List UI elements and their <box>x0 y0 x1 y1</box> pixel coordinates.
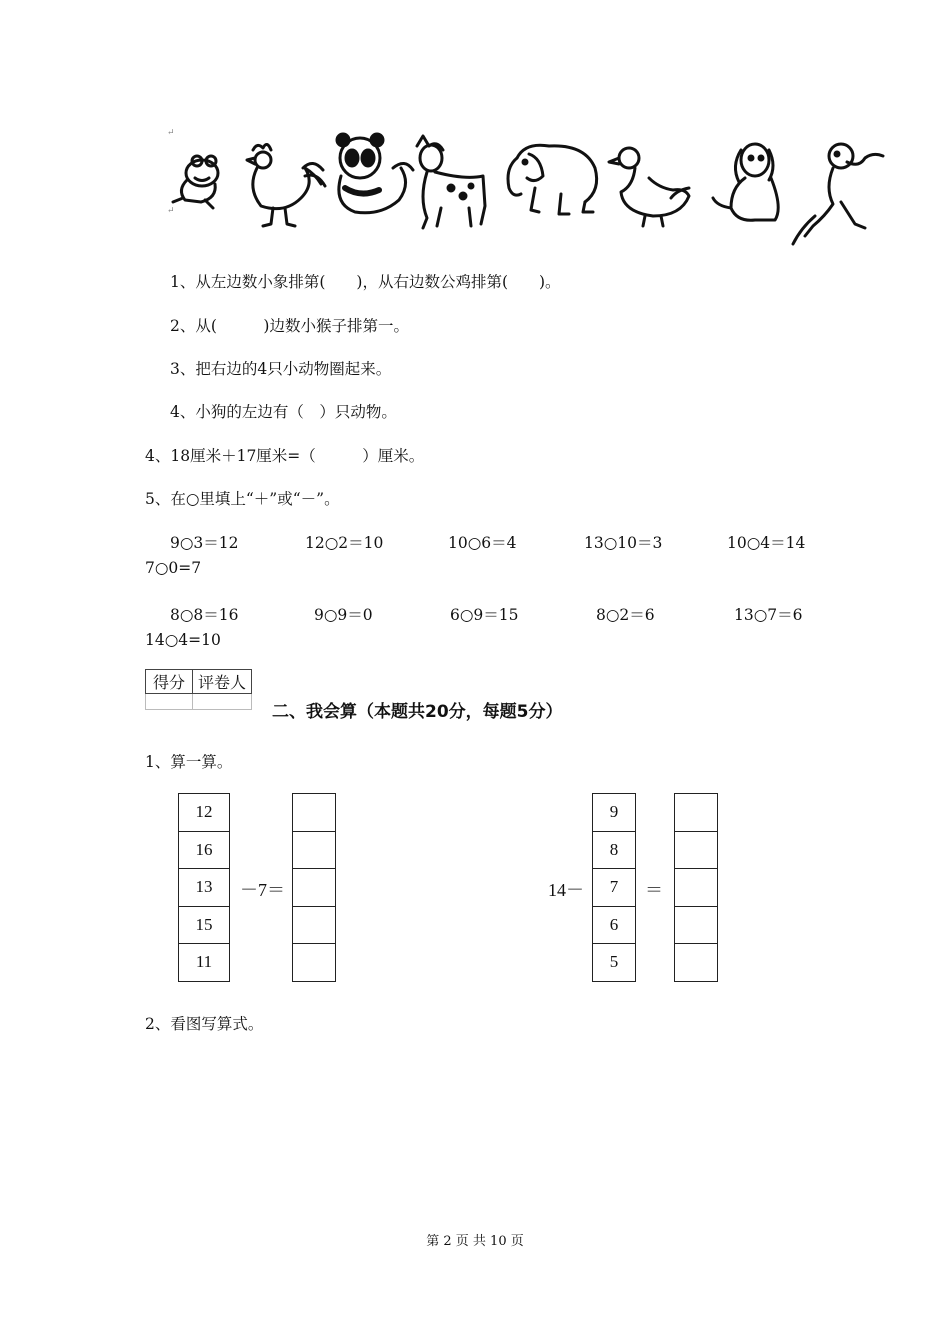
animal-picture-strip <box>165 128 890 246</box>
elephant-drawing <box>508 145 597 214</box>
question-5-title: 5、在○里填上“＋”或“－”。 <box>145 490 340 508</box>
answer-cell[interactable] <box>675 869 717 907</box>
equation: 14○4=10 <box>145 631 221 649</box>
page-footer: 第 2 页 共 10 页 <box>426 1234 524 1249</box>
answer-cell[interactable] <box>293 832 335 870</box>
number-cell: 5 <box>593 944 635 982</box>
equation: 9○3＝12 <box>170 534 239 552</box>
number-cell: 7 <box>593 869 635 907</box>
q1-item-4: 4、小狗的左边有（ ）只动物。 <box>170 403 397 421</box>
right-operator: ＝ <box>645 880 663 900</box>
frog-drawing <box>173 156 218 208</box>
equation: 13○10＝3 <box>584 534 663 552</box>
q1-item-2: 2、从( )边数小猴子排第一。 <box>170 317 409 335</box>
number-cell: 12 <box>179 794 229 832</box>
monkey-drawing <box>793 144 883 244</box>
number-cell: 16 <box>179 832 229 870</box>
number-cell: 6 <box>593 907 635 945</box>
question-4: 4、18厘米＋17厘米=（ ）厘米。 <box>145 447 425 465</box>
equation: 8○2＝6 <box>596 606 655 624</box>
equation: 10○6＝4 <box>448 534 517 552</box>
section-2-title: 二、我会算（本题共20分，每题5分） <box>272 702 563 722</box>
grader-cell[interactable] <box>193 694 252 710</box>
equation: 13○7＝6 <box>734 606 803 624</box>
dog-drawing <box>713 144 778 220</box>
right-number-column <box>592 793 636 982</box>
number-cell: 13 <box>179 869 229 907</box>
q1-item-3: 3、把右边的4只小动物圈起来。 <box>170 360 392 378</box>
answer-cell[interactable] <box>293 944 335 982</box>
equation: 8○8＝16 <box>170 606 239 624</box>
left-operator: －7＝ <box>240 880 285 900</box>
answer-cell[interactable] <box>675 832 717 870</box>
answer-cell[interactable] <box>293 907 335 945</box>
q1-item-1: 1、从左边数小象排第( )，从右边数公鸡排第( )。 <box>170 273 561 291</box>
duck-drawing <box>609 148 689 226</box>
number-cell: 15 <box>179 907 229 945</box>
answer-cell[interactable] <box>675 944 717 982</box>
answer-cell[interactable] <box>675 794 717 832</box>
equation: 7○0=7 <box>145 559 202 577</box>
rooster-drawing <box>247 144 325 226</box>
number-cell: 8 <box>593 832 635 870</box>
equation: 10○4＝14 <box>727 534 806 552</box>
score-cell[interactable] <box>146 694 193 710</box>
number-cell: 11 <box>179 944 229 982</box>
answer-cell[interactable] <box>675 907 717 945</box>
left-answer-column <box>292 793 336 982</box>
number-cell: 9 <box>593 794 635 832</box>
equation: 9○9＝0 <box>314 606 373 624</box>
right-answer-column <box>674 793 718 982</box>
score-label: 得分 <box>146 670 193 694</box>
paragraph-mark: ↵ <box>167 206 175 216</box>
section-2-q1-title: 1、算一算。 <box>145 753 233 771</box>
left-number-column <box>178 793 230 982</box>
fawn-drawing <box>417 136 485 228</box>
score-box <box>145 669 252 710</box>
panda-drawing <box>337 134 413 213</box>
equation: 6○9＝15 <box>450 606 519 624</box>
answer-cell[interactable] <box>293 869 335 907</box>
equation: 12○2＝10 <box>305 534 384 552</box>
right-prefix: 14－ <box>548 880 584 900</box>
answer-cell[interactable] <box>293 794 335 832</box>
section-2-q2-title: 2、看图写算式。 <box>145 1015 264 1033</box>
paragraph-mark: ↵ <box>167 128 175 138</box>
grader-label: 评卷人 <box>193 670 252 694</box>
